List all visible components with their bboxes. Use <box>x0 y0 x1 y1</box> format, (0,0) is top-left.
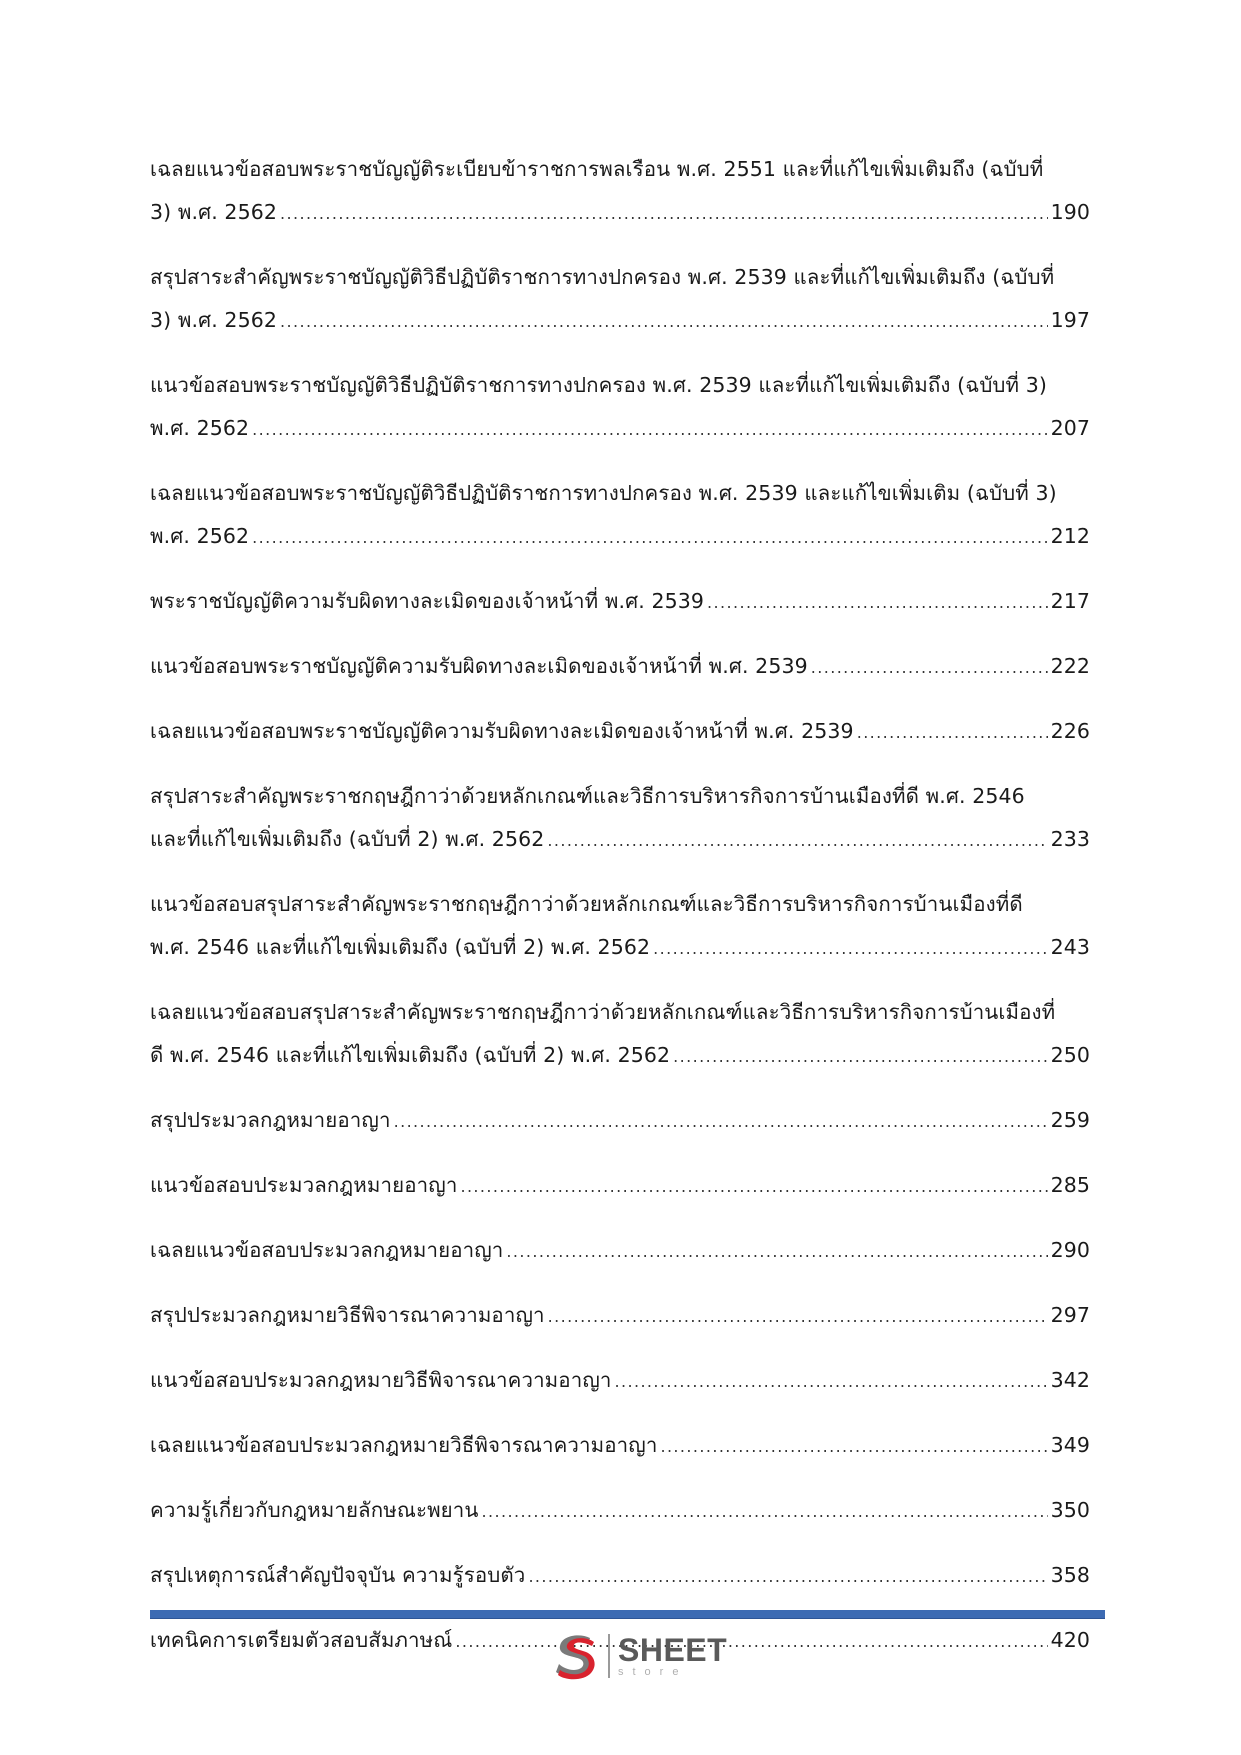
dot-leader <box>394 1100 1048 1143</box>
toc-entry[interactable] <box>150 1294 1090 1338</box>
dot-leader <box>252 516 1047 559</box>
toc-entry-title-line: เฉลยแนวข้อสอบพระราชบัญญัติวิธีปฏิบัติราชการทางปกครอง พ.ศ. 2539 และแก้ไขเพิ่มเติม (ฉบับที่ 3) <box>150 481 1057 505</box>
logo-subword: store <box>618 1666 688 1678</box>
toc-entry[interactable] <box>150 364 1090 451</box>
toc-entry-title-end: สรุปเหตุการณ์สำคัญปัจจุบัน ความรู้รอบตัว <box>150 1563 526 1587</box>
toc-entry-title-end: พ.ศ. 2562 <box>150 416 250 440</box>
dot-leader <box>506 1230 1047 1273</box>
toc-entry-title-end: 3) พ.ศ. 2562 <box>150 308 278 332</box>
toc-page-number: 222 <box>1050 654 1090 678</box>
toc-page-number: 349 <box>1050 1433 1090 1457</box>
toc-entry-title-end: เฉลยแนวข้อสอบพระราชบัญญัติความรับผิดทางละเมิดของเจ้าหน้าที่ พ.ศ. 2539 <box>150 719 854 743</box>
toc-entry-last-line <box>150 1164 1090 1208</box>
toc-page-number: 342 <box>1050 1368 1090 1392</box>
toc-entry-title-end: เฉลยแนวข้อสอบประมวลกฎหมายอาญา <box>150 1238 504 1262</box>
dot-leader <box>707 581 1048 624</box>
toc-entry-last-line <box>150 191 1090 235</box>
dot-leader <box>547 819 1047 862</box>
toc-page-number: 233 <box>1050 827 1090 851</box>
toc-entry-last-line <box>150 710 1090 754</box>
toc-entry-last-line <box>150 299 1090 343</box>
toc-entry-title-end: พ.ศ. 2546 และที่แก้ไขเพิ่มเติมถึง (ฉบับที่ 2) พ.ศ. 2562 <box>150 935 651 959</box>
sheet-store-logo <box>550 1628 727 1684</box>
dot-leader <box>653 927 1047 970</box>
toc-entry[interactable] <box>150 472 1090 559</box>
dot-leader <box>252 408 1047 451</box>
toc-entry-title-line: สรุปสาระสำคัญพระราชบัญญัติวิธีปฏิบัติราชการทางปกครอง พ.ศ. 2539 และที่แก้ไขเพิ่มเติมถึง (ฉบับที่ <box>150 265 1055 289</box>
toc-entry[interactable] <box>150 1424 1090 1468</box>
logo-wordmark <box>618 1634 727 1678</box>
toc-entry-last-line <box>150 1554 1090 1598</box>
toc-entry[interactable] <box>150 775 1090 862</box>
toc-entry-title-end: ความรู้เกี่ยวกับกฎหมายลักษณะพยาน <box>150 1498 479 1522</box>
table-of-contents <box>150 148 1090 1684</box>
toc-entry[interactable] <box>150 1229 1090 1273</box>
toc-entry[interactable] <box>150 645 1090 689</box>
dot-leader <box>280 300 1048 343</box>
toc-entry[interactable] <box>150 256 1090 343</box>
toc-entry[interactable] <box>150 148 1090 235</box>
toc-entry-last-line <box>150 580 1090 624</box>
toc-entry[interactable] <box>150 1164 1090 1208</box>
sheet-store-s-icon <box>550 1630 602 1682</box>
dot-leader <box>615 1360 1048 1403</box>
toc-entry[interactable] <box>150 1359 1090 1403</box>
toc-entry-title-end: แนวข้อสอบพระราชบัญญัติความรับผิดทางละเมิดของเจ้าหน้าที่ พ.ศ. 2539 <box>150 654 808 678</box>
toc-page-number: 420 <box>1050 1628 1090 1652</box>
toc-entry-title-end: สรุปประมวลกฎหมายอาญา <box>150 1108 391 1132</box>
toc-entry-title-end: 3) พ.ศ. 2562 <box>150 200 278 224</box>
dot-leader <box>280 192 1048 235</box>
toc-entry[interactable] <box>150 1099 1090 1143</box>
toc-page-number: 243 <box>1050 935 1090 959</box>
footer-divider <box>150 1610 1105 1619</box>
toc-page-number: 250 <box>1050 1043 1090 1067</box>
toc-page-number: 259 <box>1050 1108 1090 1132</box>
dot-leader <box>528 1555 1047 1598</box>
toc-entry-title-end: เทคนิคการเตรียมตัวสอบสัมภาษณ์ <box>150 1628 453 1652</box>
dot-leader <box>660 1425 1047 1468</box>
toc-entry[interactable] <box>150 883 1090 970</box>
toc-page-number: 212 <box>1050 524 1090 548</box>
toc-entry-last-line <box>150 515 1090 559</box>
toc-page-number: 190 <box>1050 200 1090 224</box>
toc-entry-last-line <box>150 818 1090 862</box>
dot-leader <box>673 1035 1047 1078</box>
dot-leader <box>460 1165 1047 1208</box>
toc-page-number: 285 <box>1050 1173 1090 1197</box>
toc-entry-last-line <box>150 1359 1090 1403</box>
toc-page-number: 350 <box>1050 1498 1090 1522</box>
toc-entry-title-end: แนวข้อสอบประมวลกฎหมายอาญา <box>150 1173 458 1197</box>
toc-entry-title-end: และที่แก้ไขเพิ่มเติมถึง (ฉบับที่ 2) พ.ศ. 2562 <box>150 827 545 851</box>
toc-entry[interactable] <box>150 1489 1090 1533</box>
toc-entry-title-end: สรุปประมวลกฎหมายวิธีพิจารณาความอาญา <box>150 1303 545 1327</box>
toc-entry-title-line: แนวข้อสอบสรุปสาระสำคัญพระราชกฤษฎีกาว่าด้วยหลักเกณฑ์และวิธีการบริหารกิจการบ้านเมืองที่ดี <box>150 892 1023 916</box>
toc-entry-last-line <box>150 645 1090 689</box>
dot-leader <box>811 646 1048 689</box>
toc-page-number: 290 <box>1050 1238 1090 1262</box>
dot-leader <box>548 1295 1048 1338</box>
toc-entry-title-end: เฉลยแนวข้อสอบประมวลกฎหมายวิธีพิจารณาความอาญา <box>150 1433 658 1457</box>
toc-entry-title-line: แนวข้อสอบพระราชบัญญัติวิธีปฏิบัติราชการทางปกครอง พ.ศ. 2539 และที่แก้ไขเพิ่มเติมถึง (ฉบับที่ 3) <box>150 373 1048 397</box>
dot-leader <box>455 1620 1047 1663</box>
toc-entry[interactable] <box>150 580 1090 624</box>
toc-entry-title-end: พ.ศ. 2562 <box>150 524 250 548</box>
toc-entry-last-line <box>150 1489 1090 1533</box>
toc-entry-title-end: แนวข้อสอบประมวลกฎหมายวิธีพิจารณาความอาญา <box>150 1368 612 1392</box>
toc-page-number: 297 <box>1050 1303 1090 1327</box>
toc-page-number: 358 <box>1050 1563 1090 1587</box>
logo-divider <box>608 1634 610 1678</box>
logo-word: SHEET <box>618 1632 728 1668</box>
toc-entry-last-line <box>150 1099 1090 1143</box>
toc-entry[interactable] <box>150 1554 1090 1598</box>
toc-entry[interactable] <box>150 710 1090 754</box>
toc-entry-title-end: พระราชบัญญัติความรับผิดทางละเมิดของเจ้าหน้าที่ พ.ศ. 2539 <box>150 589 705 613</box>
toc-entry-title-end: ดี พ.ศ. 2546 และที่แก้ไขเพิ่มเติมถึง (ฉบับที่ 2) พ.ศ. 2562 <box>150 1043 671 1067</box>
toc-entry-last-line <box>150 407 1090 451</box>
toc-entry-last-line <box>150 1034 1090 1078</box>
toc-page-number: 207 <box>1050 416 1090 440</box>
toc-page-number: 217 <box>1050 589 1090 613</box>
toc-entry-last-line <box>150 1229 1090 1273</box>
toc-entry-title-line: เฉลยแนวข้อสอบพระราชบัญญัติระเบียบข้าราชการพลเรือน พ.ศ. 2551 และที่แก้ไขเพิ่มเติมถึง (ฉบับที่ <box>150 157 1044 181</box>
toc-entry[interactable] <box>150 991 1090 1078</box>
toc-entry-title-line: สรุปสาระสำคัญพระราชกฤษฎีกาว่าด้วยหลักเกณฑ์และวิธีการบริหารกิจการบ้านเมืองที่ดี พ.ศ. 2546 <box>150 784 1025 808</box>
dot-leader <box>482 1490 1048 1533</box>
toc-page-number: 197 <box>1050 308 1090 332</box>
toc-page-number: 226 <box>1050 719 1090 743</box>
toc-entry-last-line <box>150 1294 1090 1338</box>
toc-entry-last-line <box>150 1424 1090 1468</box>
toc-entry-title-line: เฉลยแนวข้อสอบสรุปสาระสำคัญพระราชกฤษฎีกาว่าด้วยหลักเกณฑ์และวิธีการบริหารกิจการบ้านเมืองที่ <box>150 1000 1056 1024</box>
toc-entry-last-line <box>150 926 1090 970</box>
dot-leader <box>857 711 1048 754</box>
